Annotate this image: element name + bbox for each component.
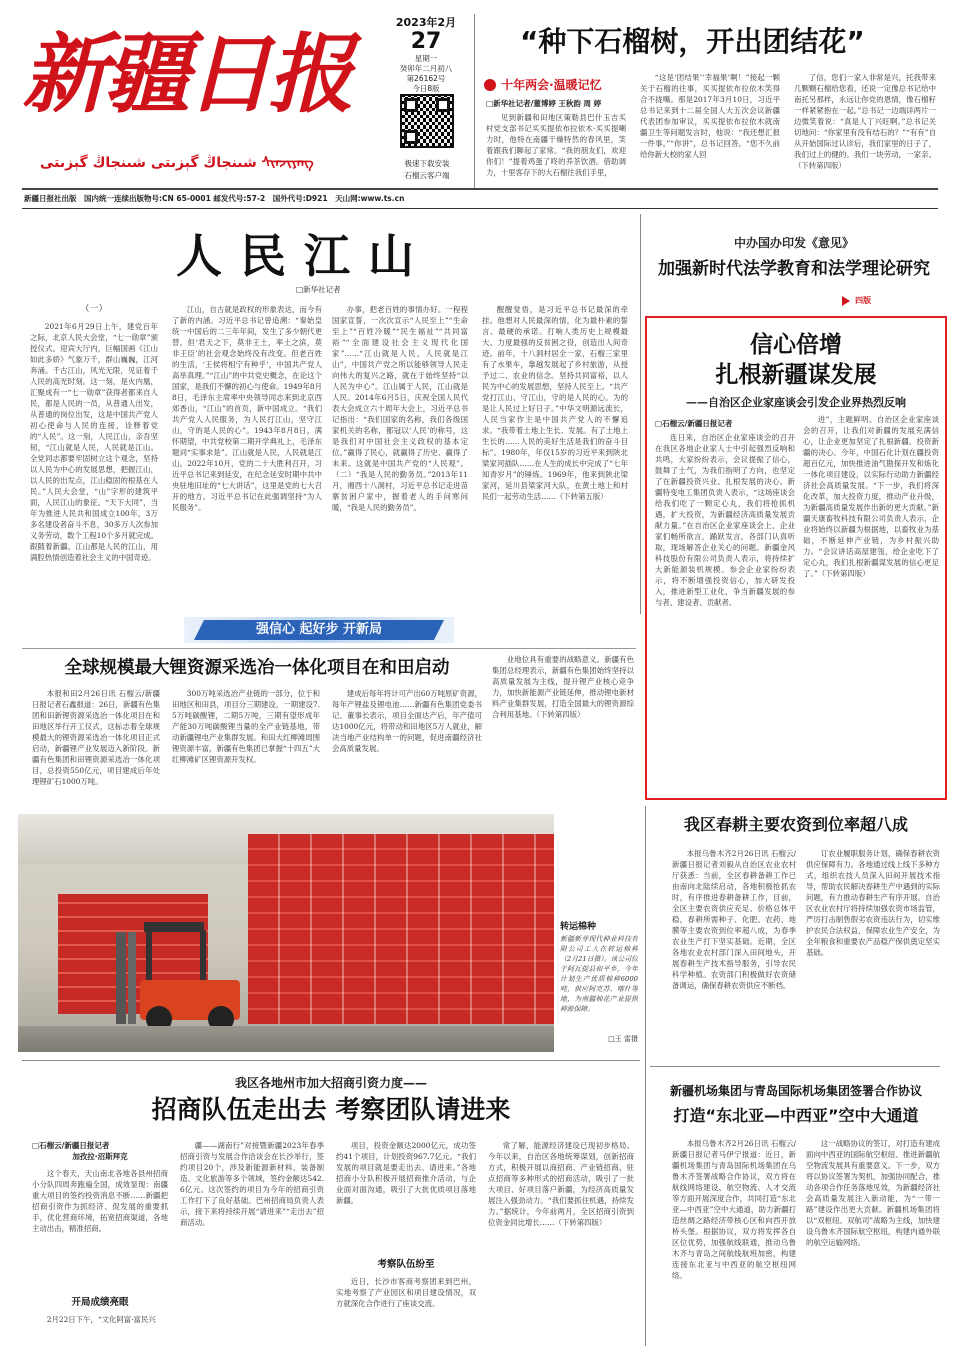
date-block <box>382 16 470 94</box>
investment-kicker: 我区各地州市加大招商引资力度—— <box>234 1076 427 1090</box>
law-kicker: 中办国办印发《意见》 <box>733 236 854 250</box>
photo-caption-title: 转运棉种 <box>560 922 597 932</box>
confidence-byline: □石榴云/新疆日报记者 <box>655 419 733 428</box>
investment-col-3-end: 近日，长沙市客商考察团来到巴州，实地考察了产业园区和项目建设情况，双方就深化合作进行了座谈交流。 <box>336 1277 476 1308</box>
masthead <box>0 0 958 210</box>
spring-col-2 <box>806 848 940 1060</box>
qr-caption-2: 石榴云客户端 <box>404 171 450 180</box>
slogan-banner-text: 强信心 起好步 开新局 <box>255 622 383 637</box>
renmin-col-3 <box>332 304 468 600</box>
newspaper-logo: 新疆日报 <box>22 24 350 125</box>
investment-col-1-end: 2月22日下午，“文化阿富·富民兴 <box>46 1315 156 1324</box>
page-arrow-icon <box>842 296 850 306</box>
renmin-col-4 <box>482 304 628 600</box>
page-count: 今日8版 <box>412 84 440 93</box>
airport-col-2-text: 这一战略协议的签订，对打造有建成面向中西亚的国际航空枢纽、推进新疆航空物流发展具有重要意义。下一步，双方将以协议签署为契机，加强协同配合，推动各项合作任务落地见效，为新疆经济社会高质量发展注入新动能，为“一带一路”建设作出更大贡献。新疆机场集团将以“双枢纽、双航司”战略为主线，加快建设乌鲁木齐国际航空枢纽，构建内通外联的航空运输网络。 <box>806 1139 940 1247</box>
law-page-label: 四版 <box>855 296 872 305</box>
photo-caption-text: 新疆新芽现代种业科技有限公司工人在转运棉种（2月21日摄）。该公司位于阿瓦提县和平乡，今年计划生产优质棉种6000吨，供应阿克苏、喀什等地，为南疆棉花产业提供种源保障。 <box>560 935 638 1013</box>
lithium-article <box>22 650 640 810</box>
news-photo <box>18 814 554 1052</box>
lead-kicker-text: 十年两会·温暖记忆 <box>501 78 602 92</box>
forklift <box>116 922 246 1032</box>
renmin-col-2-text: 江山，自古就是政权的形象表达，而今有了新的内涵。习近平总书记曾追溯：“秦始皇统一中国后的二三年年间，发生了多少朝代更替，但‘君天之下，莫非王土，率土之滨，莫非王臣’的社会观念始终没有改变。但老百姓的生活，‘王侯将相宁有种乎’，中国共产党人高举真理。”“江山”的中共党史概念，在论这个国家，是我们不懈的初心与使命。1949年8月8日，毛泽东主席率中央领导同志来到北京西郊香山，“江山”的首页，新中国成立。“我们共产党人人民服务，为人民打江山，坚守江山，守的是人民的心”。1943年8月8日，满怀期望，中共党校第二期开学典礼上，毛泽东题词“实事求是”。江山就是人民，人民就是江山。2022年10月，党的二十大胜利召开，习近平总书记来到延安，在纪念延安时期中共中央驻地旧址的“七大讲话”，这里是党的七大召开的地方。习近平总书记在此强调坚持“为人民服务”。 <box>172 305 322 512</box>
lithium-headline: 全球规模最大锂资源采选冶一体化项目在和田启动 <box>64 658 450 678</box>
confidence-subhead: ——自治区企业家座谈会引发企业界热烈反响 <box>686 396 906 409</box>
renmin-headline: 人民江山 <box>176 229 432 283</box>
date-day: 27 <box>410 29 442 54</box>
lithium-col-2 <box>172 688 320 808</box>
section-one-mark: （一） <box>80 304 108 314</box>
confidence-article <box>645 316 947 800</box>
date-year-month: 2023年2月 <box>395 16 457 29</box>
spring-article <box>650 808 942 1063</box>
lunar-date: 癸卯年二月初八 <box>399 64 453 73</box>
renmin-col-2 <box>172 304 322 600</box>
airport-headline-1: 新疆机场集团与青岛国际机场集团签署合作协议 <box>669 1084 922 1098</box>
renmin-col-4-text: 醒醒觉悟，是习近平总书记最深的牵挂。他想对人民最深的情，化为最朴素的誓言、最硬的承诺。打响人类历史上规模最大、力度最强的反贫困之役，创造出人间奇迹。前年，十八洞村居全一家，石榴三家里有了水果车，靠越发展起了乡村旅游，从授予过二、农业的信念。坚持共同富裕，以人民为中心的发展思想，坚持人民至上。“共产党打江山、守江山，守的是人民的心。为的是让人民过上好日子。”中华文明源远流长，人民当家作主是中国共产党人的不懈追求。“我带着土地上生长、发展。有了土地上生长的……人民的美好生活是我们的奋斗目标”。1980年，年仅15岁的习近平来到陕北梁家河插队……在人生的成长中完成了“七年知青岁月”的锤炼。1969年，他来到陕北梁家河，延川县梁家河大队，在黄土地上和村民们一起劳动生活……（下转第五版） <box>482 305 628 501</box>
investment-col-3 <box>336 1140 476 1352</box>
confidence-col-1-text: 连日来，自治区企业家座谈会的召开在我区各地企业家人士中引起强烈反响和共鸣，大家纷纷表示，会议提振了信心，鼓舞了士气，为我们指明了方向，也坚定了在新疆投资兴业、扎根发展的决心。新疆特变电工集团负责人表示，“这场座谈会给我们吃了一颗定心丸，我们将抢抓机遇，扩大投资，为新疆经济高质量发展贡献力量。”在自治区企业家座谈会上，企业家们畅所欲言，踊跃发言，各部门认真听取，现场解答企业关心的问题。新疆金风科技股份有限公司负责人表示，将持续扩大新能源装机规模。参会企业家纷纷表示，将不断增强投资信心，加大研发投入，推进新型工业化，争当新疆发展的参与者、建设者、贡献者。 <box>655 433 795 607</box>
investment-col-1 <box>32 1140 168 1352</box>
airport-col-2 <box>806 1138 940 1348</box>
photo-credit: □王 雷摄 <box>608 1035 638 1043</box>
investment-subhead-2: 考察队伍纷至 <box>377 1259 435 1270</box>
lithium-col-3 <box>332 688 482 808</box>
confidence-headline-2: 扎根新疆谋发展 <box>715 362 877 388</box>
minority-script-line: شىنجاڭ گېزىتى شىنجاڭ گېزىتى ᠰᠢᠨᠵᠢᠶᠠᠩ <box>40 155 314 171</box>
qr-caption-1: 极速下载安装 <box>404 159 450 168</box>
investment-col-4-text: 常了解，能源经济建设已现初步格局。今年以来，自治区各地统筹谋划，创新招商方式，积极开展以商招商、产业链招商、驻点招商等多种形式的招商活动，吸引了一批大项目、好项目落户新疆，为经济高质量发展注入强劲动力。“我们要抓住机遇，持续发力。”据统计，今年前两月，全区招商引资到位资金同比增长……（下转第四版） <box>488 1141 634 1227</box>
lead-col-1: 见到新疆和田地区策勒县巴什玉吉买村党支部书记买买提依布拉依木·买买提喇力时，他特在南疆干燥特然的春风里，笑着跟我们聊起了家常。“我的朋友们，欢迎你们！”提着鸡蛋了咚的养茶饮酒。借助调力，十里客存下的大石榴往我们手里， <box>486 113 626 177</box>
lead-kicker <box>484 74 624 92</box>
investment-col-2 <box>180 1140 324 1352</box>
lead-col-3: 了信，您们一家入非常是兴，托我带来几颗颗石榴给您看，还说一定像总书记给中南托另那样，永远让你党的恩情，像石榴籽一样紧紧抱在一起。”总书记一边端详两片一边微笑着说：“真是人丁兴旺啊。”总书记关切地问：“你家里有没有结石的？”“有有”自从开始国际过认诊后，我们家里的日子了，我们过上的健的。我们一块劳动，一家亲。（下转第四版） <box>794 73 936 170</box>
airport-col-1-text: 本报乌鲁木齐2月26日讯 石榴云/新疆日报记者马伊宁报道：近日，新疆机场集团与青岛国际机场集团在乌鲁木齐签署战略合作协议，双方将在航线网络建设、航空物流、人才交流等方面开展深度合作，共同打造“东北亚—中西亚”空中大通道，助力新疆打造丝绸之路经济带核心区和向西开放桥头堡。根据协议，双方将发挥各自区位优势，加强航线联通，推动乌鲁木齐与青岛之间航线航班加密，构建连接东北亚与中西亚的航空枢纽网络。 <box>672 1139 796 1280</box>
investment-article <box>22 1062 640 1354</box>
spring-headline: 我区春耕主要农资到位率超八成 <box>683 815 908 834</box>
lead-byline: □新华社记者/董博婷 王秋韵 周 婷 <box>486 99 602 108</box>
spring-col-2-text: 订农业履职服务计划，确保春耕农资供应保障有力。各地通过线上线下多种方式，组织农技人员深入田间开展技术指导，帮助农民解决春耕生产中遇到的实际问题，有力推动春耕生产有序开展。自治区农业农村厅将持续加强农资市场监管，严厉打击制售假劣农资违法行为，切实维护农民合法权益，保障农业生产安全，为全年粮食和重要农产品稳产保供奠定坚实基础。 <box>806 849 940 957</box>
issue-number: 第26162号 <box>406 74 446 83</box>
investment-byline-names: 加孜拉·沼斯拜克 <box>72 1152 128 1161</box>
lithium-col-4 <box>492 654 634 808</box>
airport-headline-2: 打造“东北亚—中西亚”空中大通道 <box>673 1106 919 1125</box>
investment-col-2-text: 疆——湖南行”对接暨新疆2023年春季招商引资与发展合作洽谈会在长沙举行，签约项目20个，涉及新能源新材料、装备制造、文化旅游等多个领域，签约金额达542.6亿元。这次签约的项目为今年的招商引资工作打下了良好基础。巴州招商局负责人表示，接下来将持续开展“请进来”“走出去”招商活动。 <box>180 1141 324 1227</box>
confidence-col-2-text: 进”，主题鲜明。自治区企业家座谈会的召开，让我们对新疆的发展充满信心，让企业更加坚定了扎根新疆、投资新疆的决心。今年，中国石化计划在疆投资超百亿元，加快推进油气勘探开发和炼化一体化项目建设，以实际行动助力新疆经济社会高质量发展。“下一步，我们将深化改革，加大投资力度，推动产业升级，为新疆高质量发展作出新的更大贡献。”新疆天康畜牧科技有限公司负责人表示，企业将始终以新疆为根据地，以畜牧业为基础，不断延伸产业链，为乡村振兴助力。“会议讲话高屋建瓴，给企业吃下了定心丸，我们扎根新疆谋发展的信心更足了。”（下转第四版） <box>803 415 939 578</box>
qr-code[interactable] <box>400 94 454 148</box>
spring-col-1-text: 本报乌鲁木齐2月26日讯 石榴云/新疆日报记者刘毅从自治区农业农村厅获悉：当前，全区春耕备耕工作已由南向北陆续启动，各地积极抢抓农时，有序推进春耕备耕工作，目前，全区主要农资供应充足、价格总体平稳，春耕所需种子、化肥、农药、地膜等主要农资到位率超八成，为春季农业生产打下坚实基础。近期，全区各地农业农村部门深入田间地头，开展春耕生产技术指导服务，引导农民科学种植。农资部门积极做好农资储备调运，确保春耕农资供应不断档。 <box>672 849 796 990</box>
spring-col-1 <box>672 848 796 1060</box>
lithium-col-4-text: 业地位具有重要的战略意义。新疆有色集团总经理表示，新疆有色集团始终坚持以高质量发展为主线，提升锂产业核心竞争力，加快新能源产业链延伸，推动锂电新材料产业集群发展，打造全国最大的锂资源综合利用基地。（下转第四版） <box>492 655 634 719</box>
confidence-col-2 <box>803 414 939 794</box>
investment-subhead-1: 开局成绩亮眼 <box>71 1297 129 1308</box>
flower-icon <box>484 79 496 91</box>
investment-headline: 招商队伍走出去 考察团队请进来 <box>151 1095 511 1124</box>
lead-col-2: “这是‘团结果’‘幸福果’啊！”接起一颗关于石榴的往事，买买提依布拉依木笑得合不拢嘴。那是2017年3月10日，习近平总书记来到十二届全国人大五次会议新疆代表团参加审议，买买提依布拉依木就南疆卫生等问题发言时，他说：“我还想汇报一件事。”“你讲”，总书记回答。“您不久前给你新大校的家人回 <box>640 73 780 159</box>
lithium-col-1 <box>32 688 160 808</box>
investment-byline: □石榴云/新疆日报记者 <box>32 1141 110 1150</box>
investment-col-3-text: 项目，投资金额达2000亿元，成功签约41个项目，计划投资967.7亿元。“我们发展的项目就是要走出去、请进来。”各地招商小分队积极开展招商推介活动，与企业面对面沟通，吸引了大批优质项目落地新疆。 <box>336 1141 476 1205</box>
lithium-col-3-text: 建成后每年将计可产出60万吨原矿资源，每年产锂盐及锂电池……新疆有色集团党委书记、董事长表示，项目全面达产后，年产值可达1000亿元，将带动和田地区5万人就业，解决当地产业结构单一的问题，促进南疆经济社会高质量发展。 <box>332 689 482 753</box>
publisher-line: 新疆日报社出版 国内统一连续出版物号:CN 65-0001 邮发代号:57-2 国外代号:D921 天山网:www.ts.cn <box>24 194 405 203</box>
renmin-article <box>0 212 640 612</box>
law-article <box>646 214 942 314</box>
renmin-col-1-text: 2021年6月29日上午，建党百年之际，北京人民大会堂，“七一勋章”颁授仪式。迎宾大厅内，巨幅国画《江山如此多娇》气象万千，群山巍巍，江河奔涌。千古江山，风光无限，见证着千人民的高光时刻。这一刻，是火内凰，汇聚成有一“七一勋章”获得者都来自人民，都是人民的一员，从普通人出发，从普通的岗位出发，这是中国共产党人初心使命与人民的连接，诠释着党的“人民”。这一刻，人民江山，亲吾坚韧，“江山就是人民，人民就是江山。全党同志都要牢固树立这个观念，坚持以人民为中心的发展思想，把握江山，以人民的出发点，江山稳固的根基在人民。”人民大会堂，“山”字形的建筑平面，人民江山的象征。“天下大同”，当年为推进人民共和国成立100年，3万多名建设者奋斗不息，30多万人次参加义务劳动，数个工程10个多月就完成。跟随着新疆、江山都是人民的江山，用满腔热情创造着社会主义的中国奇迹。 <box>30 322 158 562</box>
renmin-col-3-text: 办事，把老百姓的事情办好。一程程国家宣誓，一次次宣示“人民至上”“生命至上”“百姓冷暖”“民生福祉”“共同富裕”“全面建设社会主义现代化国家”……“江山就是人民，人民就是江山”，中国共产党之所以能够领导人民走向伟大的复兴之路，就在于始终坚持“以人民为中心”。江山属于人民，江山就是人民。2014年6月5日，庆祝全国人民代表大会成立六十周年大会上，习近平总书记指出：“我们国家的名称，我们各级国家机关的名称，都冠以‘人民’的称号，这是我们对中国社会主义政权的基本定位。”赢得了民心，就赢得了历史、赢得了未来。这就是中国共产党的“人民观”。（二）“我是人民的勤务员。”2013年11月，湘西十八洞村，习近平总书记走进苗寨贫困户家中，握着老人的手问寒问暖，“我是人民的勤务员”。 <box>332 305 468 512</box>
lithium-col-2-text: 300万吨采选冶产业链的一部分，位于和田地区和田县，项目分三期建设，一期建设7.5万吨碳酸锂，二期5万吨，三期有望形成年产能30万吨碳酸锂当量的全产业链基地，带动新疆锂电产业集群发展。和田大红柳滩周围锂资源丰富，新疆有色集团已掌握“十四五”大红柳滩矿区锂资源开发权。 <box>172 689 320 764</box>
investment-col-4 <box>488 1140 634 1352</box>
airport-col-1 <box>672 1138 796 1348</box>
investment-col-1-text: 这个春天，天山南北各地各县州招商小分队四周奔跑遍全国，成效显现：南疆重大项目的签约投资消息不断……新疆把招商引资作为抓经济、促发展的重要抓手，优化营商环境，拓宽招商渠道，各地主动出击，精准招商。 <box>32 1169 168 1233</box>
photo-caption <box>560 920 638 1050</box>
law-page-tag <box>842 290 902 304</box>
slogan-banner <box>184 617 454 643</box>
renmin-col-1 <box>30 304 158 600</box>
weekday: 星期一 <box>414 54 438 63</box>
law-headline: 加强新时代法学教育和法学理论研究 <box>658 259 930 279</box>
airport-article <box>650 1068 942 1352</box>
confidence-col-1 <box>655 432 795 794</box>
confidence-headline-1: 信心倍增 <box>750 332 842 358</box>
renmin-byline: □新华社记者 <box>296 285 341 294</box>
lithium-col-1-text: 本报和田2月26日讯 石榴云/新疆日报记者石鑫报道：26日，新疆有色集团和田新锂资源采选冶一体化项目在和田地区举行开工仪式，这标志着全球规模最大的锂资源采选冶一体化项目正式启动，新疆锂产业发展迈入新阶段。新疆有色集团和田锂资源采选冶一体化项目，总投资550亿元，项目建成后年处理锂矿石1000万吨。 <box>32 689 160 786</box>
lead-headline: “种下石榴树，开出团结花” <box>520 25 865 58</box>
